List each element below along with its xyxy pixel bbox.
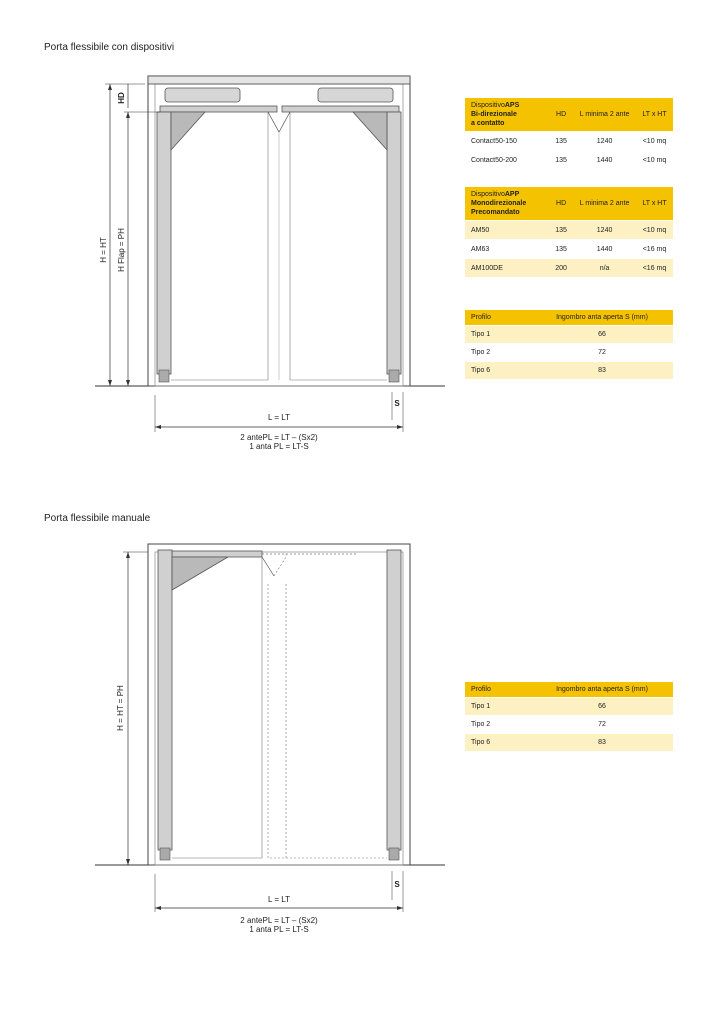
table-row: Tipo 6 83 <box>465 362 673 380</box>
app-prefix: Dispositivo <box>471 191 505 198</box>
left-post <box>158 550 172 850</box>
table-row: AM100DE 200 n/a <16 mq <box>465 259 673 278</box>
aps-col-lmin: L minima 2 ante <box>573 98 636 132</box>
app-line3: Precomandato <box>471 209 520 216</box>
profile-col-profilo: Profilo <box>465 310 531 326</box>
profile-col-ingombro: Ingombro anta aperta S (mm) <box>531 682 673 698</box>
table-row: Contact50-150 135 1240 <10 mq <box>465 132 673 151</box>
aps-prefix: Dispositivo <box>471 102 505 109</box>
table-aps <box>465 98 673 170</box>
aps-line3: a contatto <box>471 120 505 127</box>
label-hd: HD <box>117 92 126 104</box>
table-profile-manual <box>465 682 673 752</box>
right-device <box>318 88 393 102</box>
app-col-hd: HD <box>549 187 573 221</box>
app-col-lmin: L minima 2 ante <box>573 187 636 221</box>
table-app <box>465 187 673 278</box>
formula-1-anta: 1 anta PL = LT-S <box>249 925 309 934</box>
door-drawing-devices <box>0 70 460 460</box>
right-post <box>387 550 401 850</box>
table-row: Tipo 1 66 <box>465 698 673 716</box>
door-drawing-manual <box>0 538 460 938</box>
aps-code: APS <box>504 102 520 109</box>
label-l-lt: L = LT <box>267 895 291 904</box>
right-post <box>387 112 401 374</box>
table-row: Tipo 2 72 <box>465 716 673 734</box>
table-row: Contact50-200 135 1440 <10 mq <box>465 151 673 170</box>
table-row: AM50 135 1240 <10 mq <box>465 221 673 240</box>
label-l-lt: L = LT <box>267 413 291 422</box>
label-h-flap: H Flap = PH <box>117 228 126 272</box>
left-device <box>165 88 240 102</box>
table-row: AM63 135 1440 <16 mq <box>465 240 673 259</box>
label-h-ht-ph: H = HT = PH <box>116 685 125 731</box>
formula-2-ante: 2 antePL = LT – (Sx2) <box>240 433 318 442</box>
formula-2-ante: 2 antePL = LT – (Sx2) <box>240 916 318 925</box>
label-h-ht: H = HT <box>99 237 108 263</box>
label-s: S <box>394 880 400 889</box>
app-line2: Monodirezionale <box>471 200 527 207</box>
label-s: S <box>394 399 400 408</box>
app-col-ltht: LT x HT <box>636 187 673 221</box>
profile-col-profilo: Profilo <box>465 682 531 698</box>
profile-col-ingombro: Ingombro anta aperta S (mm) <box>531 310 673 326</box>
section-title-manual: Porta flessibile manuale <box>44 513 151 524</box>
formula-1-anta: 1 anta PL = LT-S <box>249 442 309 451</box>
table-row: Tipo 1 66 <box>465 326 673 344</box>
door-frame <box>148 544 410 865</box>
table-row: Tipo 6 83 <box>465 734 673 752</box>
app-code: APP <box>504 191 520 198</box>
table-profile-devices <box>465 310 673 380</box>
table-row: Tipo 2 72 <box>465 344 673 362</box>
aps-col-ltht: LT x HT <box>636 98 673 132</box>
section-title-devices: Porta flessibile con dispositivi <box>44 42 175 53</box>
aps-line2: Bi-direzionale <box>471 111 517 118</box>
left-post <box>157 112 171 374</box>
aps-col-hd: HD <box>549 98 573 132</box>
